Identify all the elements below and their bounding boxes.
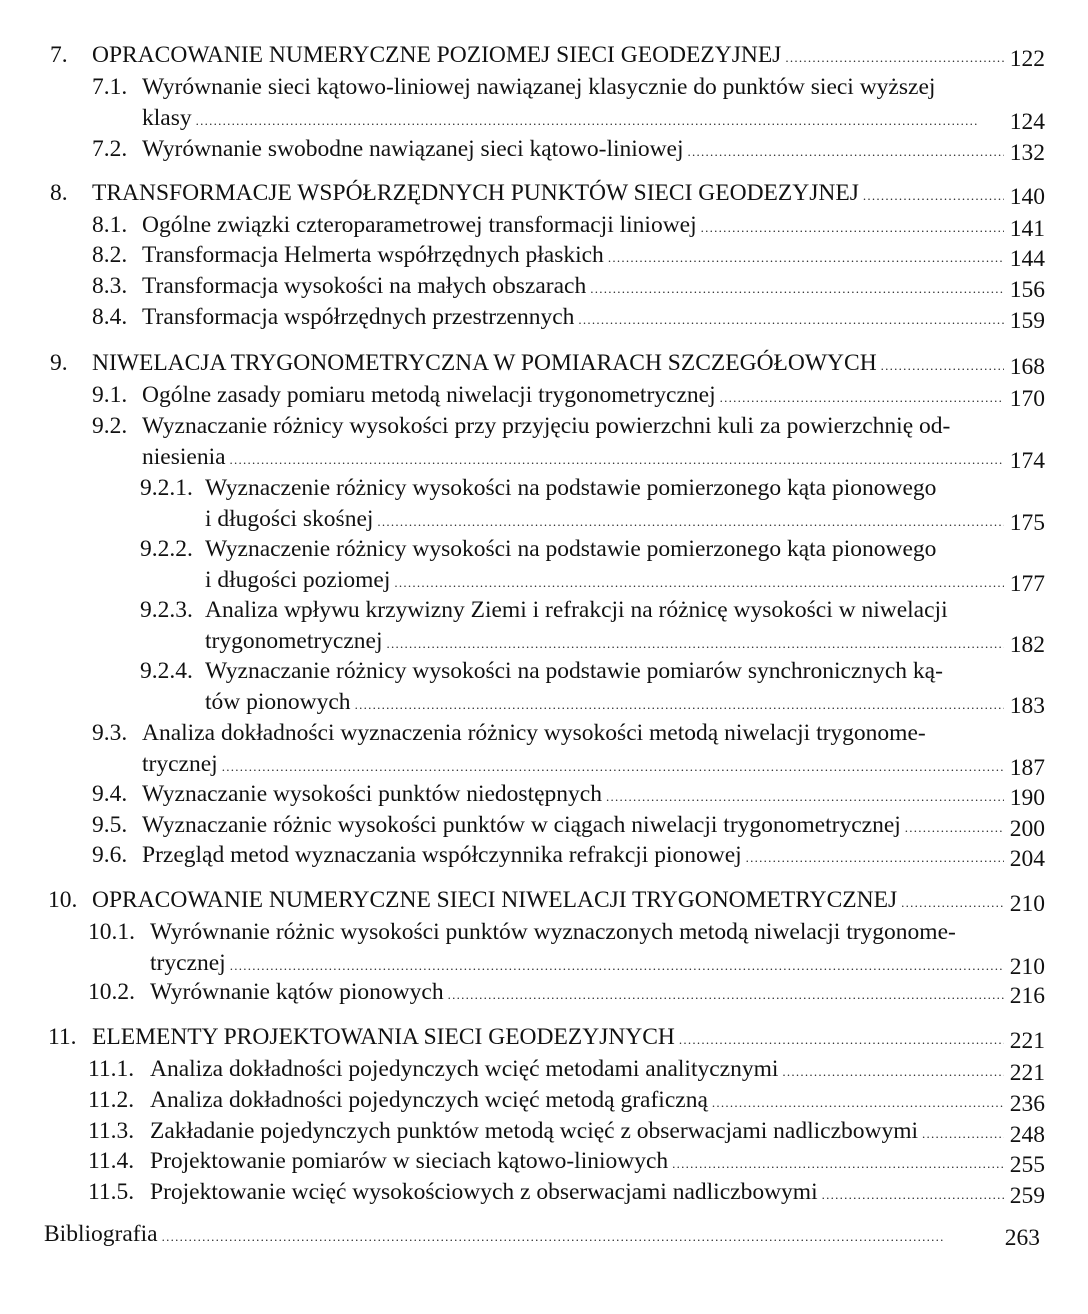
toc-page-number: 174	[1009, 447, 1045, 474]
toc-entry	[140, 656, 1045, 720]
toc-page-number: 140	[1009, 184, 1045, 210]
toc-entry	[92, 380, 1045, 414]
dot-leader	[922, 1116, 1004, 1150]
toc-entry-number: 9.2.	[92, 413, 128, 439]
toc-entry-title: tów pionowych	[205, 688, 351, 715]
dot-leader	[606, 779, 1004, 813]
toc-entry-number: 11.1.	[88, 1056, 135, 1082]
toc-entry-body	[205, 656, 1045, 720]
toc-entry-title: Wyrównanie kątów pionowych	[150, 979, 444, 1005]
toc-entry-number: 11.	[48, 1024, 77, 1050]
toc-entry-title: Analiza wpływu krzywizny Ziemi i refrakcji na różnicę wysokości w niwelacji	[205, 597, 948, 623]
dot-leader	[355, 687, 1004, 721]
toc-entry	[92, 72, 1045, 136]
toc-entry-title: niesienia	[142, 443, 226, 470]
toc-entry-title: Wyznaczenie różnicy wysokości na podstawie pomierzonego kąta pionowego	[205, 536, 937, 562]
toc-entry	[92, 718, 1045, 782]
toc-entry-body	[142, 411, 1045, 475]
toc-entry-title: Transformacja Helmerta współrzędnych płaskich	[142, 242, 604, 268]
toc-entry-body	[205, 595, 1045, 659]
toc-entry	[140, 473, 1045, 537]
dot-leader	[608, 240, 1004, 274]
toc-entry	[88, 1146, 1045, 1180]
toc-entry-number: 9.2.1.	[140, 475, 193, 501]
dot-leader	[720, 380, 1004, 414]
toc-entry-title: trycznej	[142, 750, 218, 777]
dot-leader	[712, 1085, 1004, 1119]
toc-entry-number: 8.2.	[92, 242, 128, 268]
toc-entry	[140, 534, 1045, 598]
dot-leader	[679, 1022, 1004, 1056]
dot-leader	[905, 810, 1004, 844]
toc-entry	[92, 840, 1045, 874]
dot-leader	[822, 1177, 1004, 1211]
toc-entry-title: ELEMENTY PROJEKTOWANIA SIECI GEODEZYJNYCH	[92, 1024, 675, 1050]
toc-entry-body	[142, 718, 1045, 782]
toc-page-number: 168	[1009, 354, 1045, 380]
toc-page-number: 183	[1009, 692, 1045, 719]
toc-page-number: 159	[1009, 308, 1045, 334]
toc-entry-number: 9.3.	[92, 720, 128, 746]
toc-entry-number: 7.	[50, 42, 68, 68]
toc-entry-number: 9.2.2.	[140, 536, 193, 562]
toc-entry-number: 11.4.	[88, 1148, 135, 1174]
toc-entry-title: Projektowanie wcięć wysokościowych z obserwacjami nadliczbowymi	[150, 1179, 818, 1205]
toc-entry	[50, 178, 1045, 212]
toc-entry-title: Wyznaczanie wysokości punktów niedostępnych	[142, 781, 602, 807]
toc-page-number: 156	[1009, 277, 1045, 303]
dot-leader	[881, 348, 1004, 382]
toc-page-number: 187	[1009, 754, 1045, 781]
toc-entry-title: NIWELACJA TRYGONOMETRYCZNA W POMIARACH SZCZEGÓŁOWYCH	[92, 350, 877, 376]
toc-entry-body	[92, 348, 1045, 382]
toc-entry-number: 8.3.	[92, 273, 128, 299]
toc-entry-number: 8.1.	[92, 212, 128, 238]
toc-entry-title: Bibliografia	[44, 1221, 158, 1247]
toc-entry-title: Wyrównanie sieci kątowo-liniowej nawiązanej klasycznie do punktów sieci wyższej	[142, 74, 936, 100]
toc-entry-body	[150, 917, 1045, 981]
toc-entry-body	[150, 1146, 1045, 1180]
toc-entry-title: Ogólne związki czteroparametrowej transformacji liniowej	[142, 212, 697, 238]
dot-leader	[590, 271, 1004, 305]
toc-entry-body	[150, 1054, 1045, 1088]
toc-entry-number: 9.2.4.	[140, 658, 193, 684]
toc-entry-number: 11.5.	[88, 1179, 135, 1205]
toc-entry-body	[92, 885, 1045, 919]
toc-entry-title: Analiza dokładności pojedynczych wcięć metodą graficzną	[150, 1087, 708, 1113]
toc-entry-title: i długości skośnej	[205, 505, 374, 532]
dot-leader	[377, 504, 1003, 538]
toc-entry-body	[142, 134, 1045, 168]
dot-leader	[230, 442, 1004, 476]
toc-entry	[48, 885, 1045, 919]
dot-leader	[230, 948, 1004, 982]
toc-entry-title: Wyrównanie różnic wysokości punktów wyznaczonych metodą niwelacji trygonome-	[150, 919, 956, 945]
toc-entry-body	[92, 178, 1045, 212]
toc-entry-title: klasy	[142, 104, 192, 131]
toc-entry-body	[205, 473, 1045, 537]
toc-entry-body	[142, 210, 1045, 244]
toc-entry	[92, 779, 1045, 813]
toc-entry-body	[150, 1177, 1045, 1211]
toc-page-number: 190	[1009, 785, 1045, 811]
toc-page-number: 182	[1009, 631, 1045, 658]
dot-leader	[785, 40, 1003, 74]
toc-entry-number: 8.4.	[92, 304, 128, 330]
toc-entry	[92, 411, 1045, 475]
dot-leader	[746, 840, 1004, 874]
toc-entry-body	[142, 302, 1045, 336]
toc-page-number: 204	[1009, 846, 1045, 872]
toc-entry	[92, 240, 1045, 274]
toc-entry-number: 7.2.	[92, 136, 128, 162]
toc-entry-body	[150, 977, 1045, 1011]
toc-page-number: 170	[1009, 386, 1045, 412]
toc-entry-body	[142, 840, 1045, 874]
toc-entry-body	[142, 810, 1045, 844]
toc-page-number: 177	[1009, 570, 1045, 597]
dot-leader	[162, 1219, 999, 1253]
toc-page-number: 236	[1009, 1091, 1045, 1117]
toc-entry-number: 9.5.	[92, 812, 128, 838]
toc-entry-title: Transformacja współrzędnych przestrzennych	[142, 304, 575, 330]
toc-entry-title: OPRACOWANIE NUMERYCZNE SIECI NIWELACJI TRYGONOMETRYCZNEJ	[92, 887, 898, 913]
toc-page-number: 132	[1009, 140, 1045, 166]
toc-entry-body	[92, 1022, 1045, 1056]
toc-entry-title: Zakładanie pojedynczych punktów metodą wcięć z obserwacjami nadliczbowymi	[150, 1118, 919, 1144]
toc-entry-body	[142, 271, 1045, 305]
toc-page-number: 216	[1009, 983, 1045, 1009]
toc-entry-number: 11.3.	[88, 1118, 135, 1144]
dot-leader	[701, 210, 1004, 244]
toc-entry-title: Projektowanie pomiarów w sieciach kątowo-liniowych	[150, 1148, 669, 1174]
toc-entry-body	[92, 40, 1045, 74]
dot-leader	[394, 565, 1003, 599]
toc-entry-title: trycznej	[150, 949, 226, 976]
toc-entry-number: 10.	[48, 887, 78, 913]
toc-entry	[50, 40, 1045, 74]
toc-entry-number: 10.1.	[88, 919, 135, 945]
toc-page-number: 175	[1009, 509, 1045, 536]
toc-entry-title: Ogólne zasady pomiaru metodą niwelacji trygonometrycznej	[142, 382, 716, 408]
toc-entry	[88, 1177, 1045, 1211]
toc-page-number: 263	[1004, 1225, 1040, 1251]
dot-leader	[863, 178, 1004, 212]
toc-entry	[88, 977, 1045, 1011]
toc-entry-body	[142, 240, 1045, 274]
dot-leader	[222, 749, 1004, 783]
toc-entry	[88, 1085, 1045, 1119]
toc-entry-title: Wyznaczanie różnic wysokości punktów w ciągach niwelacji trygonometrycznej	[142, 812, 901, 838]
toc-page-number: 200	[1009, 816, 1045, 842]
toc-entry-title: Wyznaczanie różnicy wysokości na podstawie pomiarów synchronicznych ką-	[205, 658, 943, 684]
toc-entry	[92, 810, 1045, 844]
toc-entry-title: TRANSFORMACJE WSPÓŁRZĘDNYCH PUNKTÓW SIECI GEODEZYJNEJ	[92, 180, 859, 206]
toc-entry-number: 8.	[50, 180, 68, 206]
toc-entry	[88, 917, 1045, 981]
dot-leader	[196, 103, 1004, 137]
toc-entry-body	[44, 1219, 1040, 1253]
dot-leader	[387, 626, 1004, 660]
toc-entry-body	[150, 1085, 1045, 1119]
toc-page-number: 122	[1009, 46, 1045, 72]
toc-entry-number: 11.2.	[88, 1087, 135, 1113]
toc-page-number: 144	[1009, 246, 1045, 272]
toc-entry-title: Wyznaczanie różnicy wysokości przy przyjęciu powierzchni kuli za powierzchnię od-	[142, 413, 951, 439]
toc-entry-title: i długości poziomej	[205, 566, 391, 593]
dot-leader	[578, 302, 1003, 336]
toc-page-number: 141	[1009, 216, 1045, 242]
toc-entry-body	[150, 1116, 1045, 1150]
toc-entry	[92, 210, 1045, 244]
toc-entry	[88, 1054, 1045, 1088]
toc-entry-title: Wyrównanie swobodne nawiązanej sieci kątowo-liniowej	[142, 136, 684, 162]
toc-entry	[92, 271, 1045, 305]
toc-page-number: 221	[1009, 1028, 1045, 1054]
toc-entry-title: Przegląd metod wyznaczania współczynnika refrakcji pionowej	[142, 842, 742, 868]
toc-entry-number: 9.	[50, 350, 68, 376]
toc-entry-number: 9.2.3.	[140, 597, 193, 623]
toc-entry-body	[205, 534, 1045, 598]
toc-page-number: 210	[1009, 953, 1045, 980]
toc-entry-number: 9.6.	[92, 842, 128, 868]
toc-entry	[140, 595, 1045, 659]
toc-page-number: 210	[1009, 891, 1045, 917]
toc-page-number: 248	[1009, 1122, 1045, 1148]
toc-entry-number: 7.1.	[92, 74, 128, 100]
dot-leader	[901, 885, 1004, 919]
toc-entry	[88, 1116, 1045, 1150]
toc-entry-title: Wyznaczenie różnicy wysokości na podstawie pomierzonego kąta pionowego	[205, 475, 937, 501]
toc-page-number: 259	[1009, 1183, 1045, 1209]
toc-entry	[92, 134, 1045, 168]
toc-entry	[44, 1219, 1040, 1253]
toc-entry-number: 9.1.	[92, 382, 128, 408]
dot-leader	[688, 134, 1004, 168]
toc-entry-title: trygonometrycznej	[205, 627, 383, 654]
toc-entry	[92, 302, 1045, 336]
toc-page-number: 255	[1009, 1152, 1045, 1178]
toc-entry-title: Transformacja wysokości na małych obszarach	[142, 273, 587, 299]
toc-entry-body	[142, 779, 1045, 813]
toc-entry-title: Analiza dokładności wyznaczenia różnicy wysokości metodą niwelacji trygonome-	[142, 720, 926, 746]
dot-leader	[672, 1146, 1004, 1180]
dot-leader	[448, 977, 1004, 1011]
toc-entry	[48, 1022, 1045, 1056]
toc-entry	[50, 348, 1045, 382]
toc-entry-title: OPRACOWANIE NUMERYCZNE POZIOMEJ SIECI GEODEZYJNEJ	[92, 42, 782, 68]
toc-entry-body	[142, 72, 1045, 136]
toc-entry-number: 9.4.	[92, 781, 128, 807]
toc-entry-title: Analiza dokładności pojedynczych wcięć metodami analitycznymi	[150, 1056, 779, 1082]
dot-leader	[782, 1054, 1003, 1088]
toc-page-number: 124	[1009, 108, 1045, 135]
toc-entry-body	[142, 380, 1045, 414]
toc-page-number: 221	[1009, 1060, 1045, 1086]
toc-entry-number: 10.2.	[88, 979, 135, 1005]
